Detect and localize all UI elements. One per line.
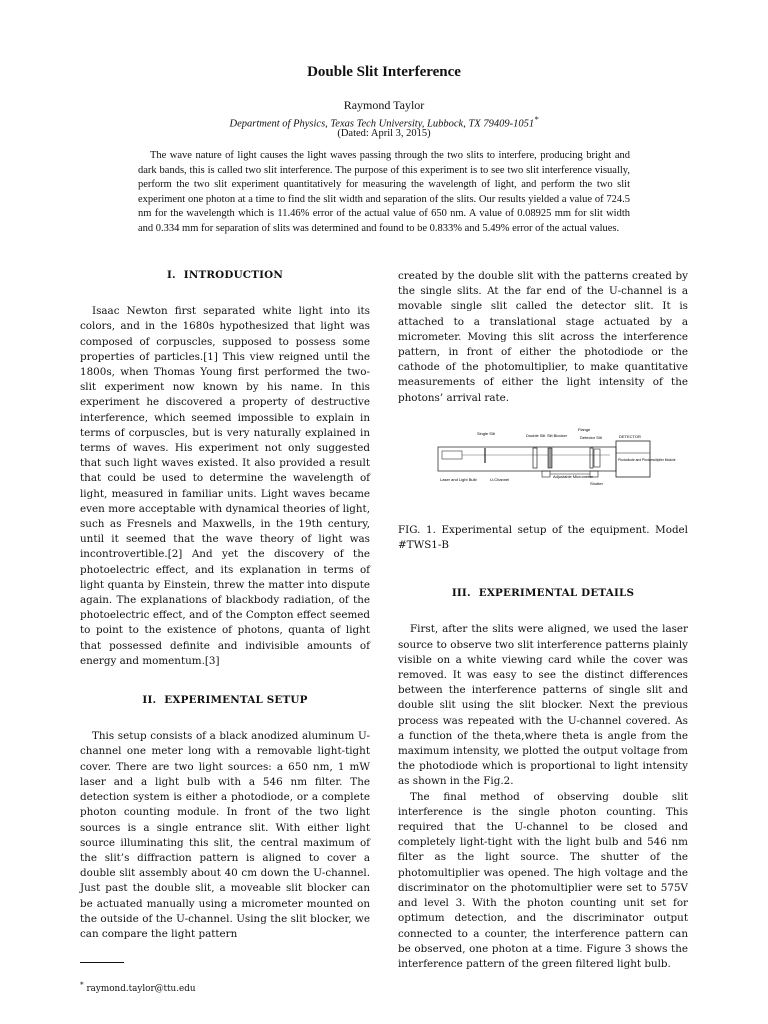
footnote-mark: *: [80, 980, 84, 990]
affiliation-footnote-mark: *: [534, 114, 539, 124]
section-number: II.: [142, 694, 157, 707]
details-paragraph-2: The final method of observing double slit interference is the single photon counting. This required that the U-channel to be closed and completely light-tight with the light bulb and 546 nm filter as the light source. The shutter of the photomultiplier was opened. The high voltage and the discriminator on the photomultiplier were set to 575V and level 3. With the photon counting unit set for optimum detection, and the discriminator output connected to a counter, the interference pattern can be observed, one photon at a time. Figure 3 shows the interference pattern of the green filtered light bulb.: [398, 790, 688, 970]
footnote-email: raymond.taylor@ttu.edu: [86, 984, 196, 995]
label-single-slit: Single Slit: [477, 430, 495, 436]
affiliation-text: Department of Physics, Texas Tech University, Lubbock, TX 79409-1051: [229, 118, 535, 130]
setup-paragraph: This setup consists of a black anodized aluminum U-channel one meter long with a removable light-tight cover. There are two light sources: a 650 nm, 1 mW laser and a light bulb with a 546 nm filter. The detection system is either a photodiode, or a complete photon counting module. In front of the two light sources is a single entrance slit. With either light source illuminating this slit, the central maximum of the slit’s diffraction pattern is aligned to cover a double slit assembly about 40 cm down the U-channel. Just past the double slit, a moveable slit blocker can be actuated manually using a micrometer mounted on the outside of the U-channel. Using the slit blocker, we can compare the light pattern: [80, 730, 370, 940]
right-column: [398, 269, 688, 972]
footnote-rule: [80, 962, 124, 963]
setup-continuation: created by the double slit with the patterns created by the single slits. At the far end of the U-channel is a movable single slit called the detector slit. It is attached to a translational stage actuated by a micrometer. Moving this slit across the interference pattern, in front of either the photodiode or the cathode of the photomultiplier, to make quantitative measurements of either the light intensity of the photons’ arrival rate.: [398, 270, 688, 404]
section-title: EXPERIMENTAL SETUP: [164, 694, 308, 707]
label-detector: DETECTOR: [619, 433, 641, 439]
section-number: I.: [166, 269, 176, 281]
label-detector-desc: Photodiode and Photomultiplier Module: [618, 457, 676, 462]
date-line: (Dated: April 3, 2015): [337, 128, 431, 139]
double-slit-mark: [533, 448, 537, 468]
section-heading-details: [398, 586, 688, 601]
setup-diagram: [430, 423, 676, 505]
figure-1: [398, 423, 688, 509]
abstract: The wave nature of light causes the light waves passing through the two slits to interfere, producing bright and dark bands, this is called two slit interference. The purpose of this experiment is to see two slit interference visually, perform the two slit experiment quantitatively for measuring the wavelength of light, and perform the two slit experiment one photon at a time to find the slit width and separation of the slits. Our results yielded a value of 724.5 nm for the wavelength which is 11.46% error of the actual value of 650 nm. A value of 0.08925 mm for slit width and 0.334 mm for separation of slits was determined and found to be 0.833% and 5.49% error of the actual values.: [138, 150, 630, 234]
section-number: III.: [451, 587, 471, 600]
label-laser-bulb: Laser and Light Bulb: [440, 476, 477, 482]
figure-1-caption: FIG. 1. Experimental setup of the equipment. Model #TWS1-B: [398, 523, 688, 552]
label-detector-slit: Detector Slit: [580, 434, 602, 440]
details-paragraph-1: First, after the slits were aligned, we used the laser source to observe two slit interference patterns plainly visible on a white viewing card while the cover was removed. It was easy to see the distinct differences between the interference patterns of single slit and double slit using the slit blocker. Next the previous process was repeated with the U-channel covered. As a function of the theta,where theta is angle from the maximum intensity, we plotted the output voltage from the photodiode which is proportional to light intensity as shown in the Fig.2.: [398, 623, 688, 788]
section-title: INTRODUCTION: [183, 269, 284, 281]
light-source-box: [442, 451, 462, 459]
micrometer-knob-1: [542, 471, 550, 477]
detector-slit-mark: [590, 448, 593, 468]
label-micrometer: Adjustable Micrometer: [553, 473, 593, 479]
label-double-slit: Double Slit: [526, 432, 546, 438]
section-heading-introduction: [80, 268, 370, 283]
section-title: EXPERIMENTAL DETAILS: [478, 587, 635, 600]
author-name: Raymond Taylor: [343, 98, 425, 112]
label-flange: Flange: [578, 426, 591, 432]
label-shutter: Shutter: [590, 480, 603, 486]
label-slit-blocker: Slit Blocker: [547, 432, 568, 438]
intro-paragraph: Isaac Newton first separated white light into its colors, and in the 1680s hypothesized that light was composed of corpuscles, supposed to possess some properties of particles.[1] This view reigned until the 1800s, when Thomas Young first performed the two-slit experiment now known by his name. In this experiment he discovered a property of destructive interference, which seemed impossible to explain in terms of corpuscles, but is very naturally explained in terms of waves. His experiment not only suggested that such light waves existed. It also provided a result that could be used to determine the wavelength of light, measured in familiar units. Light waves became even more acceptable with dynamical theories of light, such as Fresnels and Maxwells, in the 19th century, until it seemed that the wave theory of light was incontrovertible.[2] And yet the discovery of the photoelectric effect, and its explanation in terms of light quanta by Einstein, threw the matter into dispute again. The explanations of blackbody radiation, of the photoelectric effect, and of the Compton effect seemed to point to the existence of photons, quanta of light that possessed definite and indivisible amounts of energy and momentum.[3]: [80, 305, 370, 667]
label-u-channel: U-Channel: [490, 476, 510, 482]
paper-title: Double Slit Interference: [307, 64, 461, 80]
flange-mark: [594, 449, 600, 467]
u-channel-outline: [438, 447, 616, 471]
footnote: [80, 979, 370, 995]
left-column: [80, 268, 370, 995]
section-heading-setup: [80, 693, 370, 708]
slit-blocker-mark: [548, 448, 552, 468]
